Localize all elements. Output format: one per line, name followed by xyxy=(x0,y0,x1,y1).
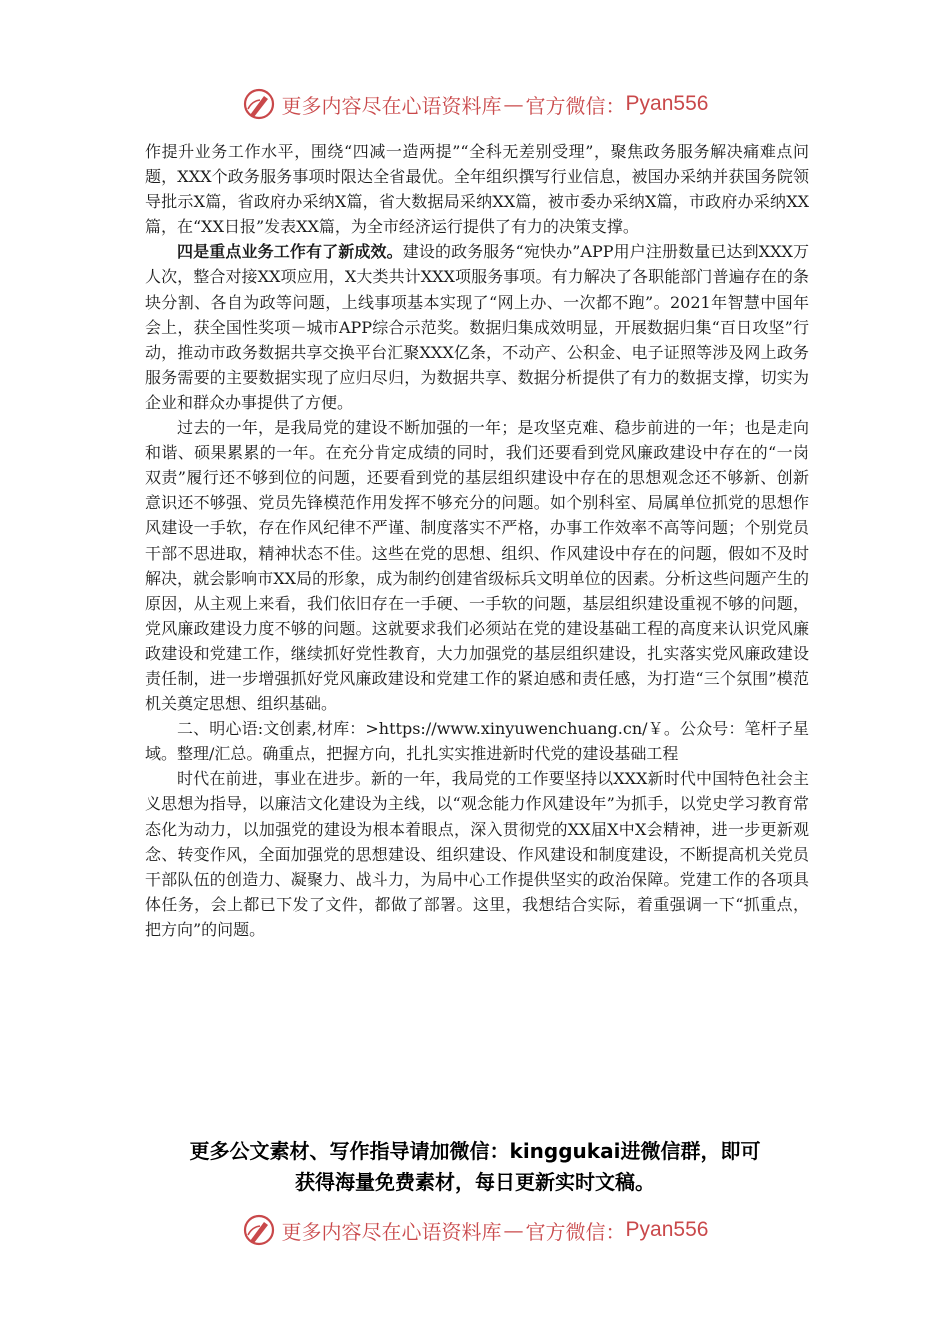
paragraph-1-text: 作提升业务工作水平，围绕“四减一造两提”“全科无差别受理”，聚焦政务服务解决痛难点问题，XXX个政务服务事项时限达全省最优。全年组织撰写行业信息，被国办采纳并获国务院领导批示X篇，省政府办采纳X篇，省大数据局采纳XX篇，被市委办采纳X篇，市政府办采纳XX篇，在“XX日报”发表XX篇，为全市经济运行提供了有力的决策支撑。 xyxy=(145,142,809,237)
pen-logo-icon xyxy=(242,87,276,121)
top-banner xyxy=(0,84,950,124)
banner-text: 更多内容尽在心语资料库 xyxy=(281,93,502,118)
paragraph-2-text: 建设的政务服务“宛快办”APP用户注册数量已达到XXX万人次，整合对接XX项应用，X大类共计XXX项服务事项。有力解决了各职能部门普遍存在的条块分割、各自为政等问题，上线事项基本实现了“网上办、一次都不跑”。2021年智慧中国年会上，获全国性奖项－城市APP综合示范奖。数据归集成效明显，开展数据归集“百日攻坚”行动，推动市政务数据共享交换平台汇聚XXX亿条，不动产、公积金、电子证照等涉及网上政务服务需要的主要数据实现了应归尽归，为数据共享、数据分析提供了有力的数据支撑，切实为企业和群众办事提供了方便。 xyxy=(145,242,809,412)
bottom-banner xyxy=(0,1210,950,1250)
footer-note-line-1: 更多公文素材、写作指导请加微信：kinggukai进微信群，即可 xyxy=(189,1139,761,1163)
paragraph-5-text: 时代在前进，事业在进步。新的一年，我局党的工作要坚持以XXX新时代中国特色社会主义思想为指导，以廉洁文化建设为主线，以“观念能力作风建设年”为抓手，以党史学习教育常态化为动力，以加强党的建设为根本着眼点，深入贯彻党的XX届X中X会精神，进一步更新观念、转变作风，全面加强党的思想建设、组织建设、作风建设和制度建设，不断提高机关党员干部队伍的创造力、凝聚力、战斗力，为局中心工作提供坚实的政治保障。党建工作的各项具体任务，会上都已下发了文件，都做了部署。这里，我想结合实际，着重强调一下“抓重点，把方向”的问题。 xyxy=(145,769,809,939)
footer-note xyxy=(110,1136,840,1198)
pen-logo-icon xyxy=(242,1213,276,1247)
paragraph-5 xyxy=(145,766,809,942)
banner-wechat-handle: Pyan556 xyxy=(625,92,709,115)
footer-note-line-2: 获得海量免费素材，每日更新实时文稿。 xyxy=(295,1170,655,1194)
paragraph-3 xyxy=(145,415,809,716)
banner-separator: — xyxy=(503,92,524,116)
paragraph-3-text: 过去的一年，是我局党的建设不断加强的一年；是攻坚克难、稳步前进的一年；也是走向和谐、硕果累累的一年。在充分肯定成绩的同时，我们还要看到党风廉政建设中存在的“一岗双责”履行还不够到位的问题，还要看到党的基层组织建设中存在的思想观念还不够新、创新意识还不够强、党员先锋模范作用发挥不够充分的问题。如个别科室、局属单位抓党的思想作风建设一手软，存在作风纪律不严谨、制度落实不严格，办事工作效率不高等问题；个别党员干部不思进取，精神状态不佳。这些在党的思想、组织、作风建设中存在的问题，假如不及时解决，就会影响市XX局的形象，成为制约创建省级标兵文明单位的因素。分析这些问题产生的原因，从主观上来看，我们依旧存在一手硬、一手软的问题，基层组织建设重视不够的问题，党风廉政建设力度不够的问题。这就要求我们必须站在党的建设基础工程的高度来认识党风廉政建设和党建工作，继续抓好党性教育，大力加强党的基层组织建设，扎实落实党风廉政建设责任制，进一步增强抓好党风廉政建设和党建工作的紧迫感和责任感，为打造“三个氛围”模范机关奠定思想、组织基础。 xyxy=(145,418,809,714)
banner-separator: — xyxy=(503,1218,524,1242)
paragraph-2 xyxy=(145,239,809,415)
banner-official-label: 官方微信： xyxy=(525,93,626,118)
banner-text: 更多内容尽在心语资料库 xyxy=(281,1219,502,1244)
section-heading-2 xyxy=(145,716,809,766)
document-body xyxy=(145,139,809,942)
banner-wechat-handle: Pyan556 xyxy=(625,1218,709,1241)
banner-official-label: 官方微信： xyxy=(525,1219,626,1244)
paragraph-2-lead: 四是重点业务工作有了新成效。 xyxy=(177,242,403,262)
section-heading-2-text: 二、明心语:文创素,材库：>https://www.xinyuwenchuang.cn/￥。公众号：笔杆子星域。整理/汇总。确重点，把握方向，扎扎实实推进新时代党的建设基础工程 xyxy=(145,719,809,764)
paragraph-1 xyxy=(145,139,809,239)
